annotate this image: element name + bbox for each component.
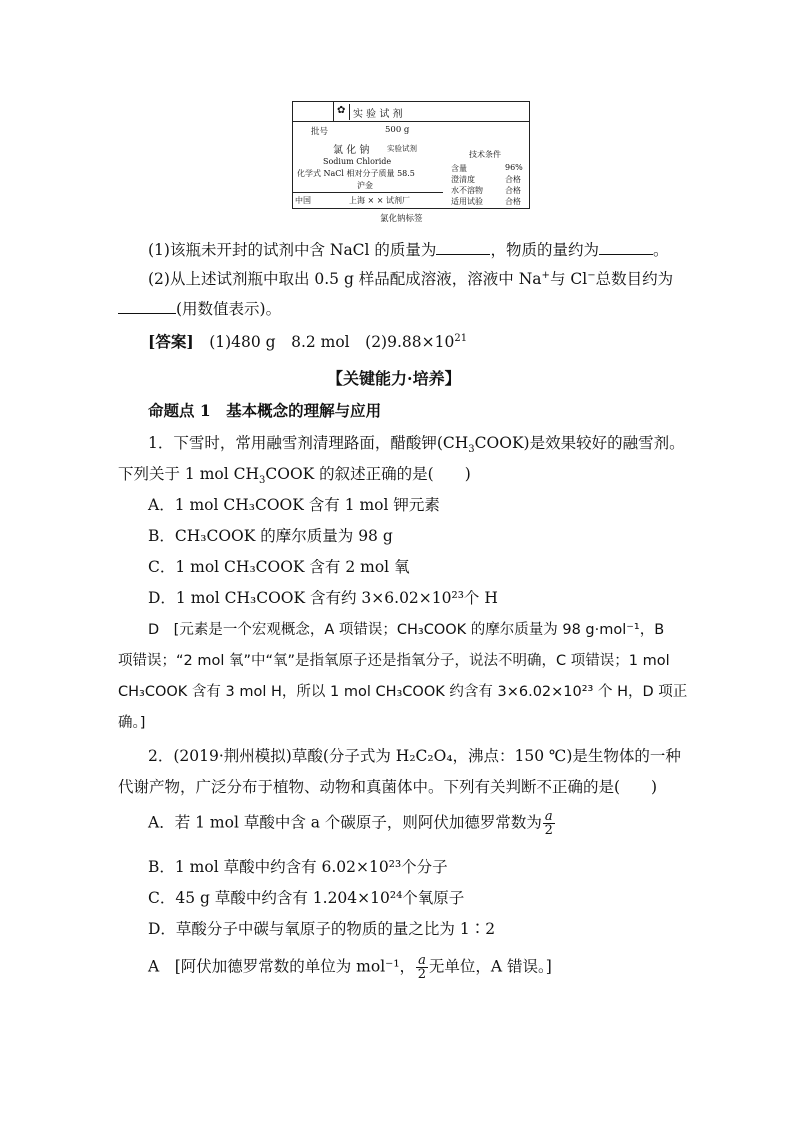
answer-tag: [答案] bbox=[148, 332, 194, 351]
label-formula: 化学式 NaCl 相对分子质量 58.5 bbox=[297, 169, 415, 178]
label-title: 实 验 试 剂 bbox=[353, 109, 403, 120]
label-country: 中国 bbox=[295, 196, 311, 205]
label-rule bbox=[293, 121, 529, 122]
q1-text: 。 bbox=[652, 241, 669, 259]
label-divider bbox=[333, 102, 334, 122]
spec-value: 96% bbox=[505, 163, 523, 172]
q1-stem-cont: 下列关于 1 mol $CH_3COOK$ 的叙述正确的是( ) bbox=[118, 465, 471, 487]
fraction bbox=[416, 954, 428, 981]
label-name-cn: 氯 化 钠 bbox=[333, 145, 370, 156]
label-specs-title: 技术条件 bbox=[469, 150, 501, 159]
q2-solution-text: 无单位，A 错误。] bbox=[428, 957, 552, 976]
q1-option-d: D．1 mol CH₃COOK 含有约 3×6.02×10²³个 H bbox=[148, 589, 498, 607]
fraction bbox=[543, 810, 555, 837]
figure-caption: 氯化钠标签 bbox=[380, 214, 423, 224]
intro-answer bbox=[148, 330, 467, 352]
intro-q1 bbox=[148, 238, 668, 260]
answer-blank bbox=[436, 240, 490, 255]
label-name-tag: 实验试剂 bbox=[387, 144, 417, 153]
label-name-en: Sodium Chloride bbox=[323, 157, 392, 166]
q1-option-a: A．1 mol CH₃COOK 含有 1 mol 钾元素 bbox=[148, 496, 440, 514]
label-weight: 500 g bbox=[385, 125, 410, 135]
spec-value: 合格 bbox=[505, 186, 521, 195]
intro-q2: (2)从上述试剂瓶中取出 0.5 g 样品配成溶液，溶液中 Na+与 Cl−总数目约为 bbox=[148, 269, 674, 288]
q1-option-c: C．1 mol CH₃COOK 含有 2 mol 氧 bbox=[148, 558, 410, 576]
q1-stem-text: COOK)是效果较好的融雪剂。 bbox=[474, 434, 685, 452]
q2-option-a bbox=[148, 810, 556, 837]
q2-stem-cont: 代谢产物，广泛分布于植物、动物和真菌体中。下列有关判断不正确的是( ) bbox=[118, 778, 658, 796]
label-divider bbox=[349, 104, 350, 120]
q2-solution bbox=[148, 954, 552, 981]
intro-q2-cont bbox=[118, 297, 281, 319]
q2-option-d: D．草酸分子中碳与氧原子的物质的量之比为 1∶2 bbox=[148, 920, 496, 938]
q1-solution-line4: 确。] bbox=[118, 715, 146, 731]
q1-stem: 1．下雪时，常用融雪剂清理路面，醋酸钾$(CH_3COOK)$是效果较好的融雪剂。 bbox=[148, 434, 685, 456]
q1-option-b: B．CH₃COOK 的摩尔质量为 98 g bbox=[148, 527, 393, 545]
q2-text: (2)从上述试剂瓶中取出 0.5 g 样品配成溶液，溶液中 Na bbox=[148, 270, 542, 288]
label-rule bbox=[293, 192, 443, 193]
fraction-numerator: a bbox=[418, 953, 426, 968]
q2-option-a-text: A．若 1 mol 草酸中含 a 个碳原子，则阿伏加德罗常数为 bbox=[148, 813, 542, 832]
spec-key: 水不溶物 bbox=[451, 186, 483, 195]
answer-text: (1)480 g 8.2 mol (2)9.88×10 bbox=[209, 333, 455, 351]
q2-solution-text: A [阿伏加德罗常数的单位为 mol⁻¹， bbox=[148, 957, 416, 976]
q2-stem: 2．(2019·荆州模拟)草酸(分子式为 H₂C₂O₄，沸点：150 ℃)是生物体的一种 bbox=[148, 747, 681, 765]
fraction-denominator: 2 bbox=[417, 967, 427, 982]
spec-value: 合格 bbox=[505, 197, 521, 206]
spec-key: 适用试验 bbox=[451, 197, 483, 206]
q2-option-b: B．1 mol 草酸中约含有 6.02×10²³个分子 bbox=[148, 858, 448, 876]
label-factory: 上海 × × 试剂厂 bbox=[349, 196, 411, 205]
reagent-label bbox=[292, 101, 530, 209]
flower-icon: ✿ bbox=[337, 105, 346, 116]
q2-option-c: C．45 g 草酸中约含有 1.204×10²⁴个氧原子 bbox=[148, 889, 465, 907]
q2-text: 与 Cl bbox=[549, 270, 588, 288]
q1-stem-text: 1．下雪时，常用融雪剂清理路面，醋酸钾(CH bbox=[148, 434, 469, 452]
q2-text: (用数值表示)。 bbox=[176, 300, 282, 318]
label-batch: 批号 bbox=[311, 127, 329, 137]
answer-blank bbox=[599, 240, 653, 255]
answer-exponent: 21 bbox=[454, 332, 468, 344]
q1-solution-line1: D [元素是一个宏观概念，A 项错误；CH₃COOK 的摩尔质量为 98 g·mol⁻¹，B bbox=[148, 622, 665, 638]
answer-blank bbox=[118, 299, 176, 314]
q1-solution-line3: CH₃COOK 含有 3 mol H，所以 1 mol CH₃COOK 约含有 3×6.02×10²³ 个 H，D 项正 bbox=[118, 684, 688, 700]
spec-key: 澄清度 bbox=[451, 175, 475, 184]
q1-text: ，物质的量约为 bbox=[490, 241, 599, 259]
spec-value: 合格 bbox=[505, 175, 521, 184]
fraction-denominator: 2 bbox=[544, 823, 553, 838]
label-origin: 沪金 bbox=[357, 181, 373, 190]
q2-text: 总数目约为 bbox=[595, 270, 674, 288]
section-title: 【关键能力·培养】 bbox=[327, 369, 461, 388]
topic-heading: 命题点 1 基本概念的理解与应用 bbox=[148, 401, 382, 420]
q1-solution-line2: 项错误；“2 mol 氧”中“氧”是指氧原子还是指氧分子，说法不明确，C 项错误；1 mol bbox=[118, 653, 670, 669]
spec-key: 含量 bbox=[451, 164, 467, 173]
q1-text: (1)该瓶未开封的试剂中含 NaCl 的质量为 bbox=[148, 241, 437, 259]
fraction-numerator: a bbox=[544, 809, 553, 824]
q1-stem-text: COOK 的叙述正确的是( ) bbox=[265, 465, 471, 483]
q1-stem-text: 下列关于 1 mol CH bbox=[118, 465, 260, 483]
